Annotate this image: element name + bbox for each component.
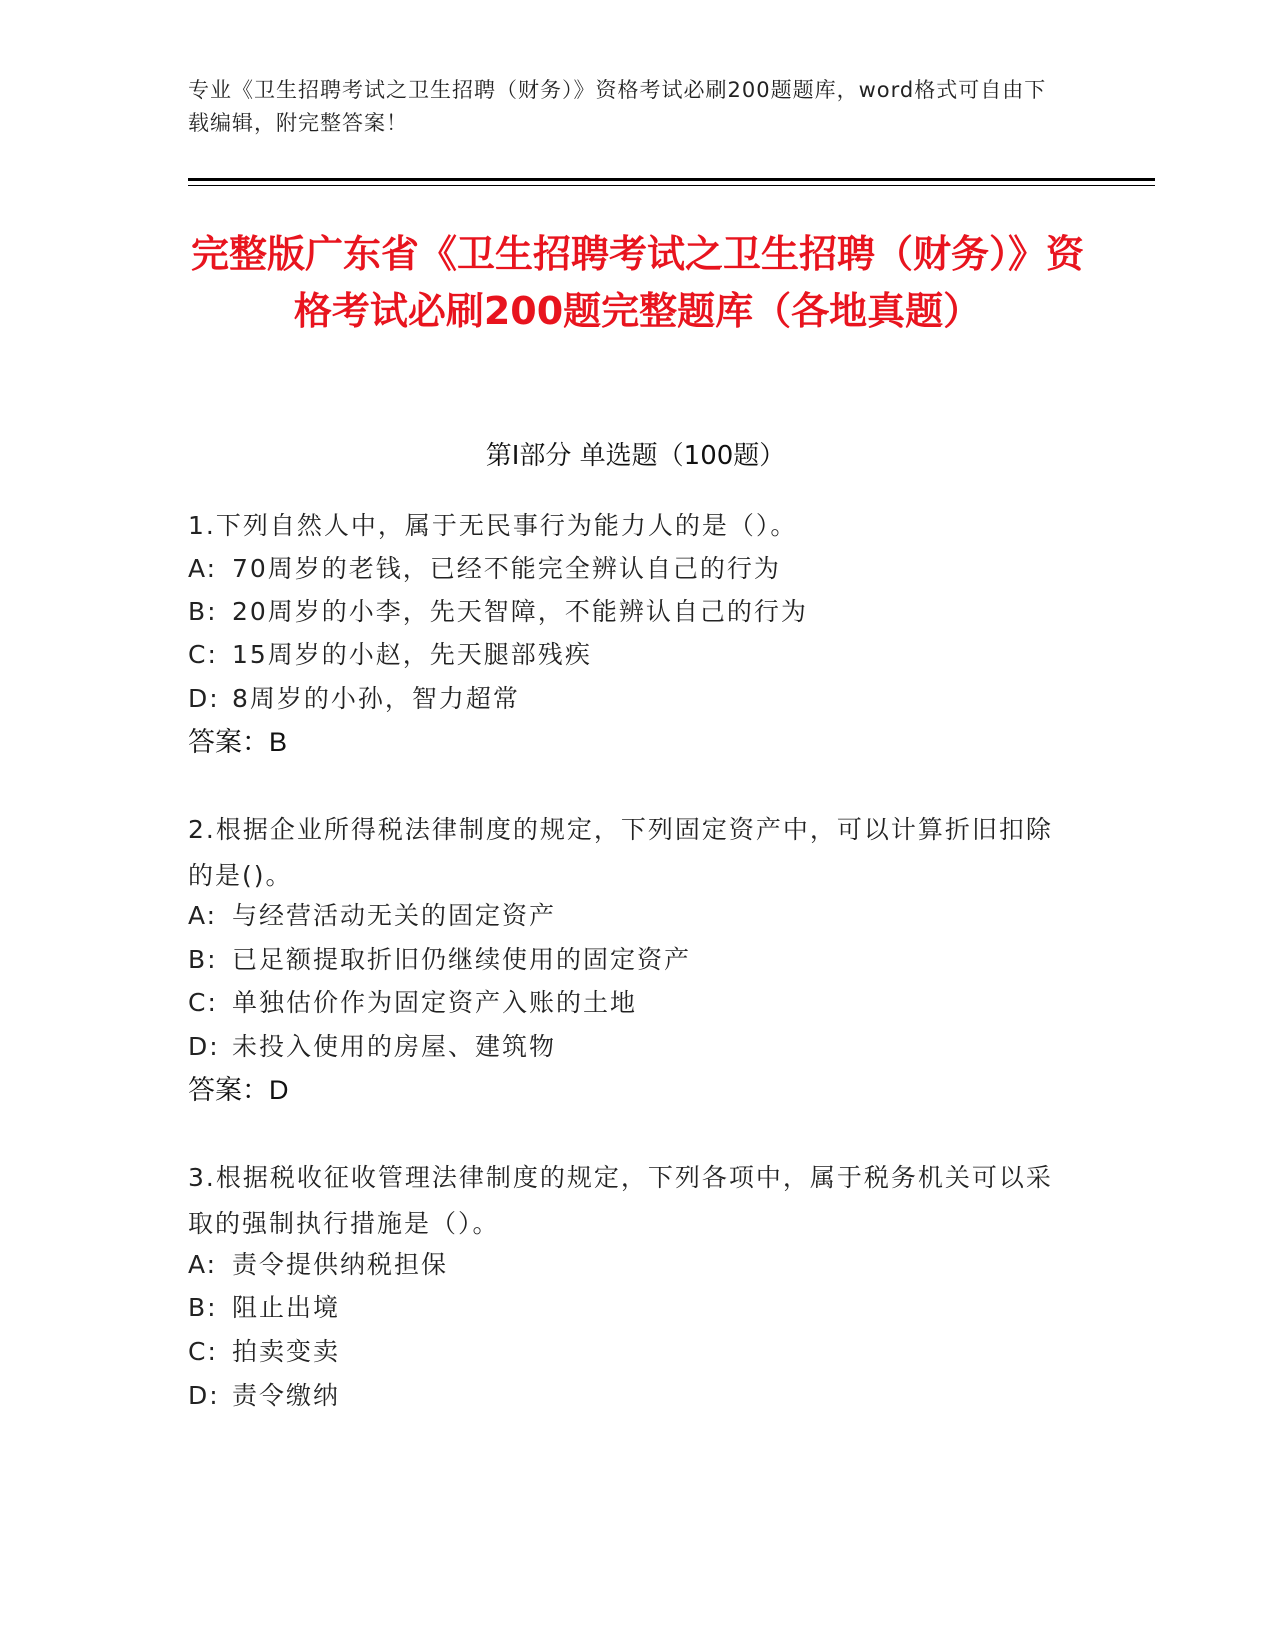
question-1-option-c [188, 635, 592, 675]
option-text: 拍卖变卖 [232, 1337, 341, 1366]
question-1-option-b [188, 592, 808, 632]
question-2-option-c [188, 983, 637, 1023]
header-rule-thick [188, 178, 1155, 181]
question-2-option-b [188, 940, 691, 980]
option-text: 未投入使用的房屋、建筑物 [232, 1032, 557, 1061]
option-label: D: [188, 684, 220, 713]
option-text: 阻止出境 [232, 1293, 341, 1322]
option-label: A: [188, 901, 218, 930]
question-2-stem: 2.根据企业所得税法律制度的规定，下列固定资产中，可以计算折旧扣除的是()。 [188, 815, 1053, 890]
question-2-option-d [188, 1027, 556, 1067]
option-text: 20周岁的小李，先天智障，不能辨认自己的行为 [232, 597, 808, 626]
option-label: B: [188, 597, 218, 626]
option-label: D: [188, 1381, 220, 1410]
option-text: 70周岁的老钱，已经不能完全辨认自己的行为 [232, 554, 781, 583]
option-text: 责令缴纳 [232, 1381, 341, 1410]
header-rule-thin [188, 185, 1155, 186]
option-text: 8周岁的小孙，智力超常 [232, 684, 520, 713]
header-note: 专业《卫生招聘考试之卫生招聘（财务）》资格考试必刷200题题库，word格式可自由下载编辑，附完整答案！ [188, 78, 1047, 135]
option-label: B: [188, 1293, 218, 1322]
question-1-answer: 答案：B [188, 727, 288, 757]
question-2-answer: 答案：D [188, 1075, 289, 1105]
question-3-option-a [188, 1245, 448, 1285]
option-label: C: [188, 1337, 218, 1366]
section-heading: 第I部分 单选题（100题） [485, 441, 786, 471]
option-text: 已足额提取折旧仍继续使用的固定资产 [232, 945, 692, 974]
option-label: C: [188, 640, 218, 669]
question-1-option-a [188, 549, 781, 589]
question-3-option-c [188, 1332, 340, 1372]
question-2-option-a [188, 896, 556, 936]
question-3-option-d [188, 1376, 340, 1416]
option-label: A: [188, 554, 218, 583]
option-label: B: [188, 945, 218, 974]
document-title: 完整版广东省《卫生招聘考试之卫生招聘（财务）》资格考试必刷200题完整题库（各地真题） [190, 232, 1084, 333]
option-label: A: [188, 1250, 218, 1279]
question-3-option-b [188, 1288, 340, 1328]
option-label: D: [188, 1032, 220, 1061]
option-text: 15周岁的小赵，先天腿部残疾 [232, 640, 592, 669]
option-label: C: [188, 988, 218, 1017]
question-1-option-d [188, 679, 520, 719]
question-3-stem: 3.根据税收征收管理法律制度的规定，下列各项中，属于税务机关可以采取的强制执行措施是（）。 [188, 1163, 1053, 1238]
option-text: 责令提供纳税担保 [232, 1250, 449, 1279]
question-1-stem: 1.下列自然人中，属于无民事行为能力人的是（）。 [188, 511, 798, 540]
option-text: 与经营活动无关的固定资产 [232, 901, 557, 930]
option-text: 单独估价作为固定资产入账的土地 [232, 988, 638, 1017]
